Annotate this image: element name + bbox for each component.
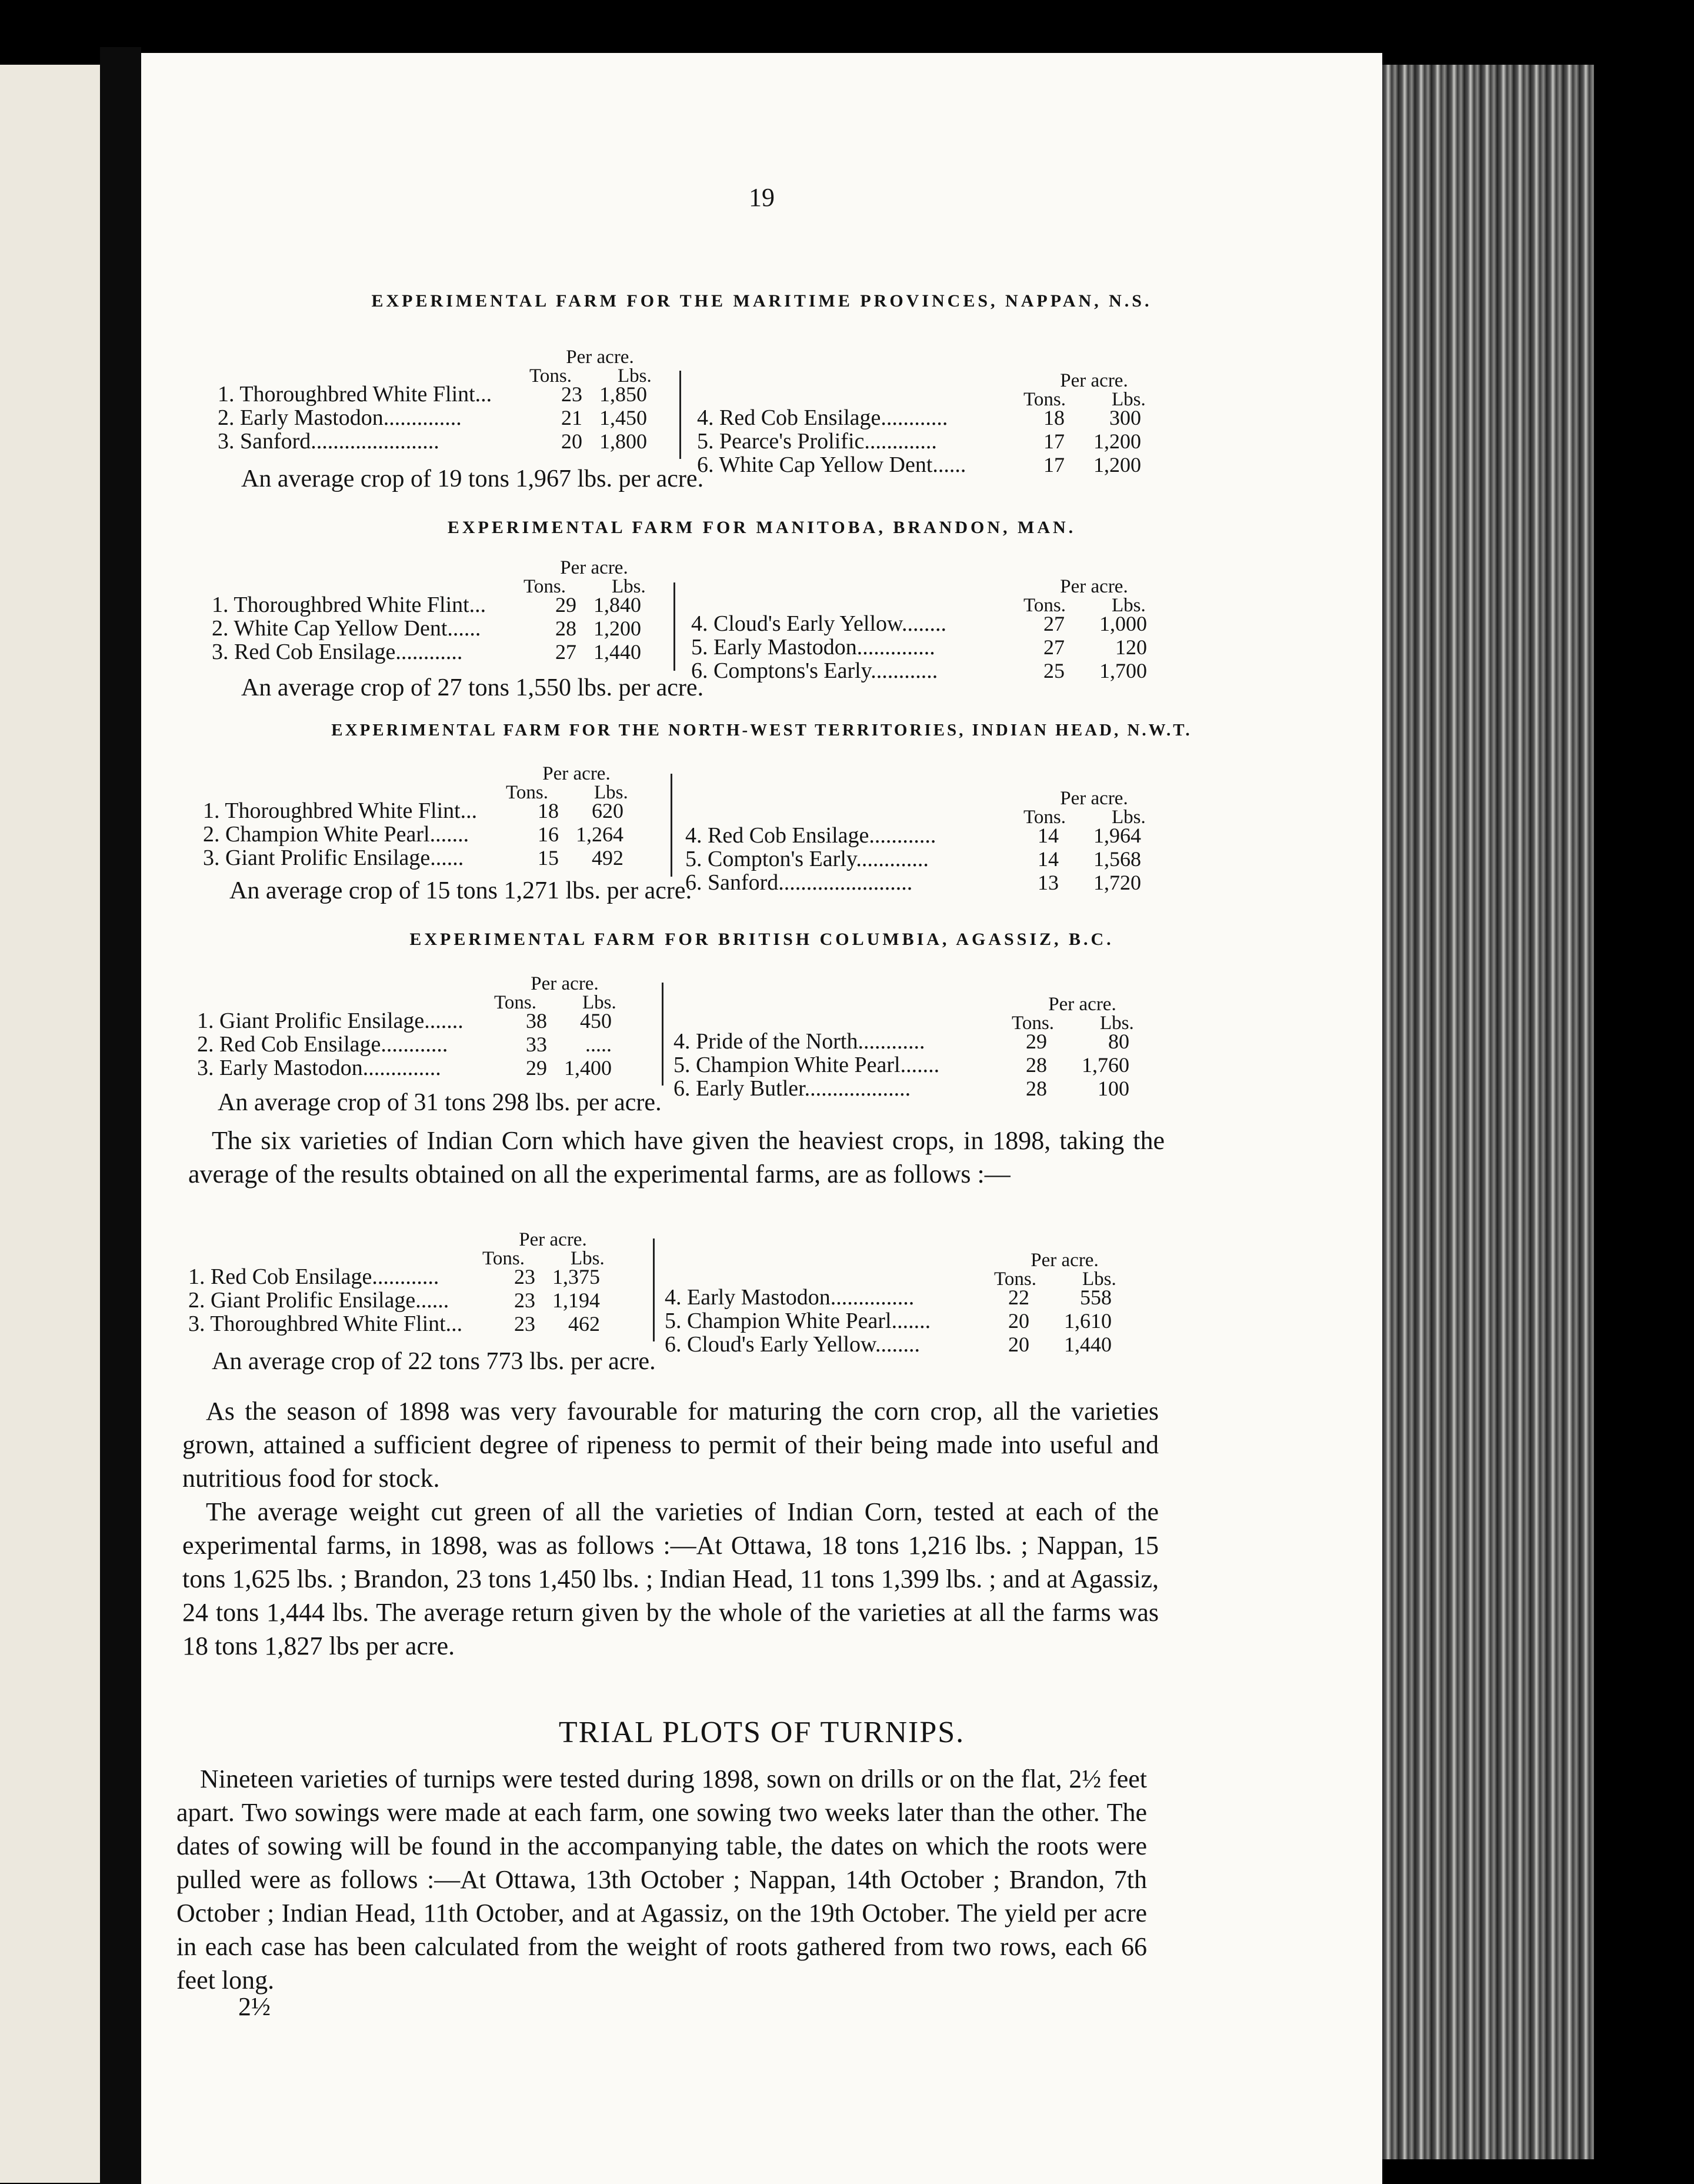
paragraph-average-weight: The average weight cut green of all the varieties of Indian Corn, tested at each of the experimental farms, in 1898, was as follows :—At Ottawa, 18 tons 1,216 lbs. ; Nappan, 15 tons 1,625 lbs. ; Brandon, 23 tons 1,450 lbs. ; Indian Head, 11 tons 1,399 lbs. ; and at Agassiz, 24 tons 1,444 lbs. The average return given by the whole of the varieties at all the farms was 18 tons 1,827 lbs per acre.	[182, 1497, 1159, 1660]
per-acre-heading: Per acre.	[566, 347, 634, 368]
column-divider	[673, 582, 675, 671]
lbs-value: 1,375	[552, 1265, 600, 1289]
page-number: 19	[749, 183, 775, 212]
per-acre-heading: Per acre.	[1048, 994, 1116, 1015]
table-row: 2. White Cap Yellow Dent......	[212, 616, 481, 641]
table-row: 4. Pride of the North............	[673, 1029, 925, 1054]
tons-heading: Tons.	[494, 992, 536, 1013]
book-gutter	[100, 47, 141, 2184]
lbs-value: 1,700	[1099, 659, 1147, 682]
tons-value: 23	[514, 1312, 535, 1336]
lbs-value: 558	[1080, 1286, 1112, 1309]
tons-value: 33	[526, 1033, 547, 1056]
tons-value: 15	[538, 846, 559, 870]
lbs-heading: Lbs.	[618, 365, 652, 387]
farm-heading-indian-head: EXPERIMENTAL FARM FOR THE NORTH-WEST TERRITORIES, INDIAN HEAD, N.W.T.	[331, 721, 1192, 740]
table-row: 1. Thoroughbred White Flint...	[218, 382, 492, 407]
column-divider	[679, 371, 681, 459]
table-row: 5. Pearce's Prolific.............	[697, 429, 937, 454]
tons-value: 28	[555, 617, 576, 640]
tons-value: 23	[561, 382, 582, 406]
lbs-heading: Lbs.	[1100, 1013, 1134, 1034]
tons-value: 18	[1043, 406, 1065, 430]
per-acre-heading: Per acre.	[542, 763, 611, 784]
lbs-value: 1,200	[1093, 430, 1141, 453]
lbs-value: 1,964	[1093, 824, 1141, 847]
corn-discussion	[182, 1394, 1159, 1663]
table-row: 6. Cloud's Early Yellow........	[665, 1332, 921, 1357]
lbs-value: 1,200	[593, 617, 641, 640]
table-row: 6. Sanford........................	[685, 870, 913, 895]
table-row: 6. Comptons's Early............	[691, 658, 938, 683]
farm-heading-agassiz: EXPERIMENTAL FARM FOR BRITISH COLUMBIA, AGASSIZ, B.C.	[409, 930, 1114, 949]
tons-value: 18	[538, 799, 559, 823]
table-row: 1. Giant Prolific Ensilage.......	[197, 1008, 463, 1033]
lbs-heading: Lbs.	[1082, 1269, 1116, 1290]
lbs-value: 1,440	[1064, 1333, 1112, 1356]
lbs-heading: Lbs.	[594, 782, 628, 803]
per-acre-heading: Per acre.	[519, 1229, 587, 1250]
book-page	[141, 53, 1382, 2184]
table-row: 5. Champion White Pearl.......	[665, 1309, 931, 1333]
table-row: 1. Thoroughbred White Flint...	[203, 798, 478, 823]
tons-value: 23	[514, 1265, 535, 1289]
table-row: 2. Giant Prolific Ensilage......	[188, 1288, 449, 1313]
per-acre-heading: Per acre.	[1060, 370, 1128, 391]
per-acre-heading: Per acre.	[531, 973, 599, 994]
tons-value: 29	[555, 593, 576, 617]
tons-heading: Tons.	[994, 1269, 1036, 1290]
lbs-value: 620	[592, 799, 623, 823]
tons-heading: Tons.	[482, 1248, 525, 1269]
tons-value: 27	[1043, 612, 1065, 635]
average-crop-brandon: An average crop of 27 tons 1,550 lbs. per acre.	[241, 674, 704, 701]
average-crop-agassiz: An average crop of 31 tons 298 lbs. per acre.	[218, 1089, 662, 1116]
tons-value: 29	[1026, 1030, 1047, 1053]
tons-value: 27	[1043, 635, 1065, 659]
table-row: 2. Champion White Pearl.......	[203, 822, 469, 847]
lbs-value: 1,760	[1082, 1053, 1129, 1077]
lbs-value: 462	[568, 1312, 600, 1336]
farm-heading-nappan: EXPERIMENTAL FARM FOR THE MARITIME PROVINCES, NAPPAN, N.S.	[371, 291, 1152, 311]
tons-value: 21	[561, 406, 582, 430]
tons-heading: Tons.	[1023, 807, 1066, 828]
turnips-paragraph: Nineteen varieties of turnips were tested during 1898, sown on drills or on the flat, 2½ feet apart. Two sowings were made at each farm, one sowing two weeks later than the other. The dates of sowing will be found in the accompanying table, the dates on which the roots were pulled were as follows :—At Ottawa, 13th October ; Nappan, 14th October ; Brandon, 7th October ; Indian Head, 11th October, and at Agassiz, on the 19th October. The yield per acre in each case has been calculated from the weight of roots gathered from two rows, each 66 feet long.	[176, 1764, 1147, 1995]
tons-value: 20	[561, 430, 582, 453]
table-row: 6. White Cap Yellow Dent......	[697, 452, 966, 477]
table-row: 3. Thoroughbred White Flint...	[188, 1311, 463, 1336]
lbs-value: 80	[1108, 1030, 1129, 1053]
table-row: 6. Early Butler...................	[673, 1076, 911, 1101]
table-row: 4. Early Mastodon...............	[665, 1285, 915, 1310]
table-row: 3. Early Mastodon..............	[197, 1056, 441, 1080]
tons-value: 14	[1038, 847, 1059, 871]
lbs-value: 1,568	[1093, 847, 1141, 871]
table-row: 1. Thoroughbred White Flint...	[212, 592, 486, 617]
lbs-value: 1,450	[599, 406, 647, 430]
per-acre-heading: Per acre.	[1031, 1250, 1099, 1271]
tons-value: 17	[1043, 430, 1065, 453]
lbs-value: 1,200	[1093, 453, 1141, 477]
tons-value: 20	[1008, 1309, 1029, 1333]
lbs-value: 1,264	[576, 823, 623, 846]
average-crop-summary: An average crop of 22 tons 773 lbs. per acre.	[212, 1348, 656, 1375]
lbs-heading: Lbs.	[1112, 595, 1146, 616]
per-acre-heading: Per acre.	[1060, 576, 1128, 597]
per-acre-heading: Per acre.	[560, 557, 628, 578]
table-row: 4. Cloud's Early Yellow........	[691, 611, 947, 636]
lbs-heading: Lbs.	[612, 576, 646, 597]
tons-value: 16	[538, 823, 559, 846]
lbs-value: .....	[585, 1033, 612, 1056]
lbs-value: 1,720	[1093, 871, 1141, 894]
page-edges	[1382, 65, 1594, 2159]
signature-mark: 2½	[238, 1992, 271, 2021]
lbs-value: 1,850	[599, 382, 647, 406]
lbs-value: 1,610	[1064, 1309, 1112, 1333]
lbs-heading: Lbs.	[1112, 807, 1146, 828]
table-row: 5. Champion White Pearl.......	[673, 1053, 940, 1077]
tons-heading: Tons.	[523, 576, 566, 597]
column-divider	[653, 1239, 655, 1341]
tons-heading: Tons.	[506, 782, 548, 803]
farm-heading-brandon: EXPERIMENTAL FARM FOR MANITOBA, BRANDON, MAN.	[447, 518, 1076, 537]
lbs-value: 492	[592, 846, 623, 870]
tons-value: 22	[1008, 1286, 1029, 1309]
section-title-turnips: TRIAL PLOTS OF TURNIPS.	[558, 1716, 965, 1749]
table-row: 2. Early Mastodon..............	[218, 405, 462, 430]
tons-value: 17	[1043, 453, 1065, 477]
table-row: 3. Sanford.......................	[218, 429, 439, 454]
tons-value: 25	[1043, 659, 1065, 682]
average-crop-indian-head: An average crop of 15 tons 1,271 lbs. per acre.	[229, 877, 692, 904]
tons-heading: Tons.	[1012, 1013, 1054, 1034]
table-row: 4. Red Cob Ensilage............	[685, 823, 936, 848]
lbs-value: 100	[1098, 1077, 1129, 1100]
table-row: 5. Compton's Early.............	[685, 847, 929, 871]
paragraph-season: As the season of 1898 was very favourable for maturing the corn crop, all the varieties grown, attained a sufficient degree of ripeness to permit of their being made into useful and nutritious food for stock.	[182, 1397, 1159, 1493]
lbs-heading: Lbs.	[582, 992, 616, 1013]
table-row: 2. Red Cob Ensilage............	[197, 1032, 448, 1057]
tons-heading: Tons.	[1023, 595, 1066, 616]
lbs-value: 1,194	[552, 1289, 600, 1312]
lbs-value: 1,400	[564, 1056, 612, 1080]
tons-heading: Tons.	[1023, 389, 1066, 410]
lbs-value: 120	[1115, 635, 1147, 659]
tons-value: 23	[514, 1289, 535, 1312]
average-crop-nappan: An average crop of 19 tons 1,967 lbs. per acre.	[241, 465, 704, 492]
table-row: 5. Early Mastodon..............	[691, 635, 935, 660]
tons-value: 38	[526, 1009, 547, 1033]
tons-value: 20	[1008, 1333, 1029, 1356]
lbs-value: 1,800	[599, 430, 647, 453]
lbs-value: 450	[580, 1009, 612, 1033]
summary-intro: The six varieties of Indian Corn which have given the heaviest crops, in 1898, taking the average of the results obtained on all the experimental farms, are as follows :—	[188, 1126, 1165, 1188]
tons-value: 29	[526, 1056, 547, 1080]
lbs-heading: Lbs.	[571, 1248, 605, 1269]
column-divider	[662, 983, 663, 1086]
table-row: 4. Red Cob Ensilage............	[697, 405, 948, 430]
per-acre-heading: Per acre.	[1060, 788, 1128, 809]
tons-value: 28	[1026, 1053, 1047, 1077]
tons-heading: Tons.	[529, 365, 572, 387]
tons-value: 27	[555, 640, 576, 664]
tons-value: 14	[1038, 824, 1059, 847]
lbs-heading: Lbs.	[1112, 389, 1146, 410]
lbs-value: 1,440	[593, 640, 641, 664]
lbs-value: 1,000	[1099, 612, 1147, 635]
table-row: 3. Red Cob Ensilage............	[212, 640, 463, 664]
lbs-value: 1,840	[593, 593, 641, 617]
lbs-value: 300	[1109, 406, 1141, 430]
table-row: 3. Giant Prolific Ensilage......	[203, 845, 464, 870]
tons-value: 13	[1038, 871, 1059, 894]
table-row: 1. Red Cob Ensilage............	[188, 1264, 439, 1289]
tons-value: 28	[1026, 1077, 1047, 1100]
left-page-edge	[0, 65, 100, 2183]
column-divider	[671, 774, 672, 877]
